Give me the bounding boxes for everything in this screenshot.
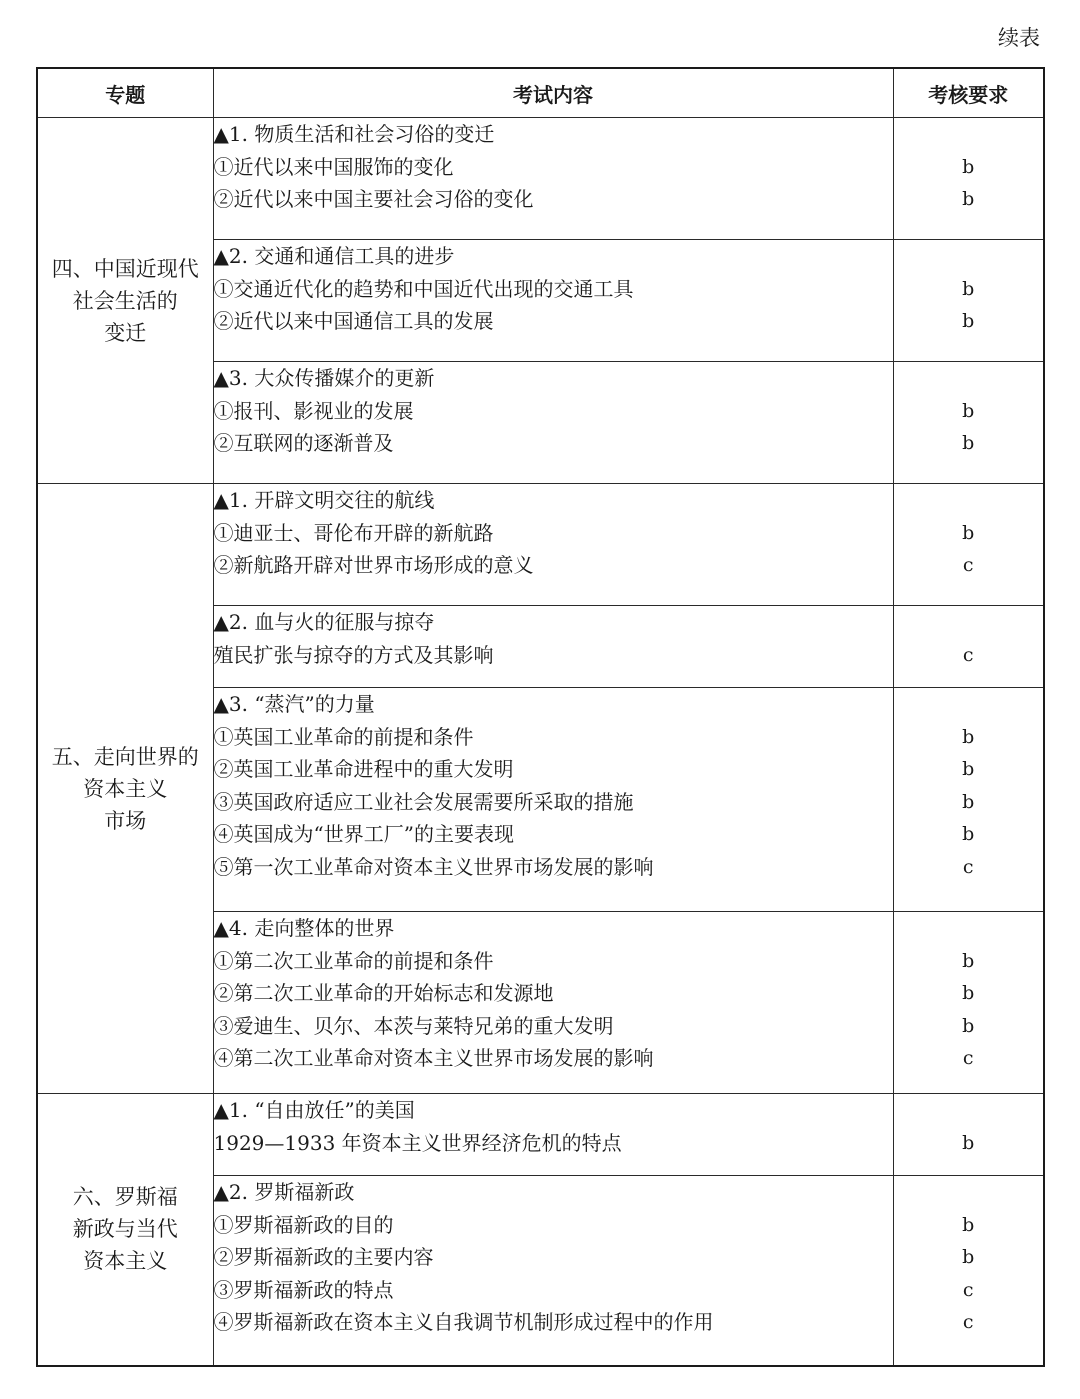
requirement-level: c — [962, 855, 974, 878]
requirement-level: b — [962, 155, 975, 178]
requirement-level: b — [962, 521, 975, 544]
requirement-level: b — [962, 823, 975, 845]
topic-cell — [37, 484, 213, 1094]
requirement-level: b — [962, 758, 975, 780]
content-item: ①英国工业革命的前提和条件 — [213, 724, 474, 749]
section-title: ▲1. 物质生活和社会习俗的变迁 — [213, 122, 495, 146]
requirement-level: b — [962, 432, 975, 454]
content-item: ②近代以来中国通信工具的发展 — [213, 309, 494, 333]
section-title: ▲1. “自由放任”的美国 — [213, 1098, 415, 1122]
content-item: ③英国政府适应工业社会发展需要所采取的措施 — [213, 789, 634, 814]
table-row — [37, 118, 1044, 240]
requirement-level: b — [962, 982, 975, 1004]
requirement-spacer — [894, 484, 1044, 517]
header-topic: 专题 — [37, 68, 213, 118]
content-cell — [213, 240, 893, 362]
content-item: ①报刊、影视业的发展 — [213, 398, 414, 423]
section-title: ▲2. 交通和通信工具的进步 — [213, 244, 455, 268]
table-row — [37, 1094, 1044, 1176]
requirement-level: c — [962, 1047, 974, 1069]
requirement-level: b — [962, 949, 975, 972]
section-title: ▲4. 走向整体的世界 — [213, 916, 395, 940]
requirement-cell — [893, 362, 1044, 484]
section-title: ▲3. “蒸汽”的力量 — [213, 692, 375, 716]
topic-name-line: 六、罗斯福 — [72, 1185, 178, 1210]
requirement-spacer — [894, 240, 1044, 273]
continued-label: 续表 — [998, 26, 1040, 50]
requirement-cell — [893, 484, 1044, 606]
requirement-spacer — [894, 118, 1044, 151]
topic-cell — [37, 1094, 213, 1366]
requirement-level: b — [962, 1246, 975, 1268]
content-item: ②新航路开辟对世界市场形成的意义 — [213, 553, 534, 577]
content-item: ①罗斯福新政的目的 — [213, 1212, 394, 1237]
topic-cell — [37, 118, 213, 484]
content-cell — [213, 688, 893, 912]
requirement-level: b — [962, 277, 975, 300]
content-item: ②第二次工业革命的开始标志和发源地 — [213, 981, 554, 1005]
requirement-spacer — [894, 1176, 1044, 1209]
content-item: ④第二次工业革命对资本主义世界市场发展的影响 — [213, 1046, 654, 1070]
requirement-level: c — [962, 554, 974, 576]
requirement-cell — [893, 912, 1044, 1094]
content-item: ④英国成为“世界工厂”的主要表现 — [213, 822, 514, 846]
header-content: 考试内容 — [213, 68, 893, 118]
topic-name-line: 新政与当代 — [72, 1217, 178, 1242]
topic-name-line: 五、走向世界的 — [51, 744, 199, 769]
requirement-cell — [893, 1094, 1044, 1176]
requirement-cell — [893, 118, 1044, 240]
requirement-cell — [893, 688, 1044, 912]
requirement-level: b — [962, 1213, 975, 1236]
requirement-spacer — [894, 912, 1044, 945]
requirement-level: c — [962, 1278, 974, 1301]
content-cell — [213, 118, 893, 240]
content-cell — [213, 1176, 893, 1366]
requirement-level: b — [962, 399, 975, 422]
content-item: ②英国工业革命进程中的重大发明 — [213, 757, 514, 781]
requirement-spacer — [894, 1094, 1044, 1127]
topic-name-line: 市场 — [104, 808, 147, 833]
header-requirement: 考核要求 — [893, 68, 1044, 118]
content-item: ③爱迪生、贝尔、本茨与莱特兄弟的重大发明 — [213, 1013, 614, 1038]
requirement-spacer — [894, 606, 1044, 639]
requirement-cell — [893, 1176, 1044, 1366]
requirement-spacer — [894, 362, 1044, 395]
content-item: ④罗斯福新政在资本主义自我调节机制形成过程中的作用 — [213, 1310, 714, 1334]
content-item: ③罗斯福新政的特点 — [213, 1277, 394, 1302]
content-cell — [213, 362, 893, 484]
content-item: ②近代以来中国主要社会习俗的变化 — [213, 187, 534, 211]
content-item: ①第二次工业革命的前提和条件 — [213, 948, 494, 973]
content-item: ⑤第一次工业革命对资本主义世界市场发展的影响 — [213, 854, 654, 879]
content-item: ①迪亚士、哥伦布开辟的新航路 — [213, 520, 494, 545]
exam-content-table — [36, 67, 1045, 1367]
content-item: ②罗斯福新政的主要内容 — [213, 1245, 434, 1269]
section-title: ▲1. 开辟文明交往的航线 — [213, 488, 435, 512]
content-cell — [213, 912, 893, 1094]
section-title: ▲3. 大众传播媒介的更新 — [213, 366, 435, 390]
requirement-level: b — [962, 1131, 975, 1154]
topic-name-line: 变迁 — [104, 320, 147, 345]
requirement-spacer — [894, 688, 1044, 721]
content-item: 殖民扩张与掠夺的方式及其影响 — [213, 642, 494, 667]
content-item: ①交通近代化的趋势和中国近代出现的交通工具 — [213, 276, 634, 301]
content-cell — [213, 484, 893, 606]
topic-name-line: 社会生活的 — [72, 288, 178, 313]
requirement-level: c — [962, 1311, 974, 1333]
topic-name-line: 资本主义 — [83, 1249, 168, 1274]
content-cell — [213, 606, 893, 688]
requirement-level: c — [962, 643, 974, 666]
content-cell — [213, 1094, 893, 1176]
section-title: ▲2. 罗斯福新政 — [213, 1180, 355, 1204]
table-row — [37, 484, 1044, 606]
requirement-level: b — [962, 310, 975, 332]
requirement-level: b — [962, 1014, 975, 1037]
requirement-level: b — [962, 790, 975, 813]
section-title: ▲2. 血与火的征服与掠夺 — [213, 610, 435, 634]
requirement-level: b — [962, 725, 975, 748]
table-body — [37, 118, 1044, 1366]
content-item: ②互联网的逐渐普及 — [213, 431, 394, 455]
requirement-cell — [893, 240, 1044, 362]
topic-name-line: 四、中国近现代 — [51, 256, 199, 281]
header-row — [37, 68, 1044, 118]
content-item: 1929—1933 年资本主义世界经济危机的特点 — [213, 1130, 622, 1155]
requirement-cell — [893, 606, 1044, 688]
topic-name-line: 资本主义 — [83, 776, 168, 801]
content-item: ①近代以来中国服饰的变化 — [213, 154, 454, 179]
requirement-level: b — [962, 188, 975, 210]
